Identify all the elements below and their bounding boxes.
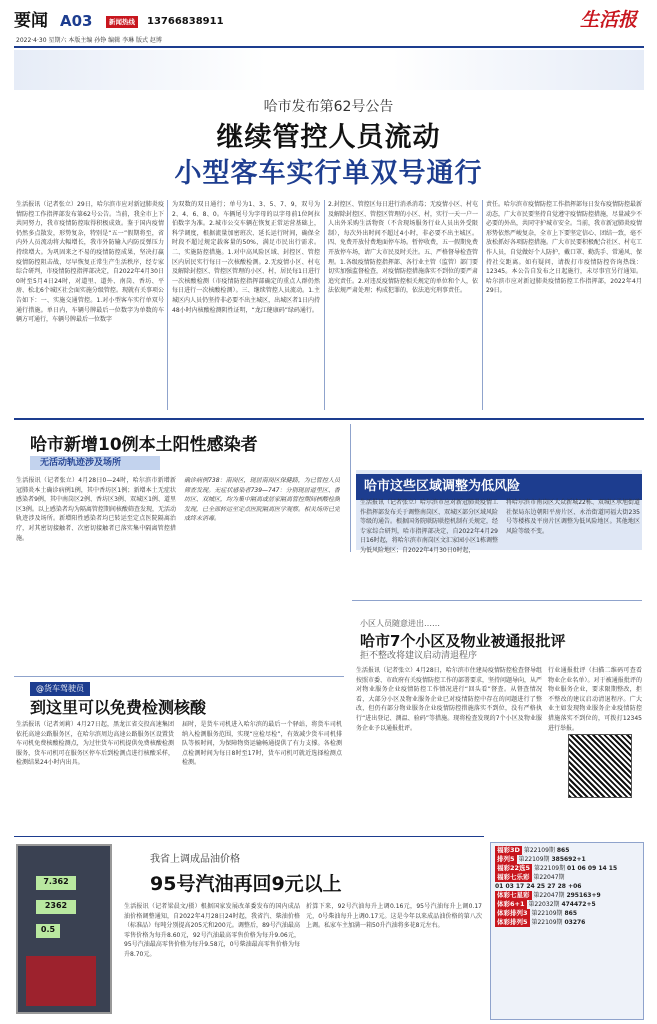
divider bbox=[352, 600, 642, 601]
case-headline: 哈市新增10例本土阳性感染者 bbox=[30, 435, 258, 455]
driver-column-2: 届时，是货车司机进入哈尔滨的最后一个驿站，将货车司机纳入检测服务范围，实现“应检尽检”，有效减少货车司机排队等候时间，为保障物资运输畅通提供了有力支撑。各检测点检测时间为每日8时至17时，货车司机可就近选择检测点检测。 bbox=[182, 721, 342, 767]
hotline-tag: 新闻热线 bbox=[106, 16, 138, 28]
lead-column-4: 责任。哈尔滨市疫情防控工作指挥部每日发布疫情防控最新动态，广大市民要坚持自觉遵守疫情防控措施，尽量减少不必要的外出，共同守护城市安全。当前，我市新冠肺炎疫情形势依然严峻复杂，全市上下要坚定信心、团结一致，毫不放松抓好各项防控措施。广大市民要积极配合社区、村屯工作人员，自觉做好个人防护，戴口罩、勤洗手、常通风、保持社交距离。如有疑问，请拨打市疫情防控咨询热线：12345。本公告自发布之日起施行，未尽事宜另行通知。哈尔滨市应对新冠肺炎疫情防控工作指挥部，2022年4月29日。 bbox=[486, 201, 642, 295]
lead-headline-2: 小型客车实行单双号通行 bbox=[174, 158, 483, 189]
lead-column-2: 为双数的双日通行；单号为1、3、5、7、9，双号为2、4、6、8、0。车辆尾号为字母的以字母前1位阿拉伯数字为准。2.城市公交车辆在恢复正常运营基础上，科学调度，根据流量加密班次、延长运行时间，确保全时段不超过规定载客量的50%，满足市民出行需求。二、实施防控措施。1.对中高风险区域、封控区、管控区内居民实行每日一次核酸检测。2.无疫情小区、村屯及解除封控区、管控区管理的小区、村，居民每1日进行一次核酸检测（市疫情防控指挥部确定的重点人群仍然每日进行一次核酸检测）。三、继续管控人员流动。1.主城区内人员仍坚持非必要不出主城区，出城区者1日内持48小时内核酸检测阴性证明，“龙江健康码”绿码通行。 bbox=[172, 201, 320, 314]
divider bbox=[167, 200, 168, 410]
lottery-row: 体彩排列5 第22109期 03276 bbox=[497, 918, 586, 926]
lead-column-1: 生活报讯（记者张立）29日，哈尔滨市应对新冠肺炎疫情防控工作指挥部发布第62号公告。当前，我全市上下共同努力，我市疫情防控取得积极成效。鉴于国内疫情仍然多点散发，形势复杂，特别是“五一”假期将至，省内外人员流动将大幅增长，我市外防输入内防反弹压力持续增大。为巩固来之不易的疫情防控成果，坚决打赢疫情防控阻击战，尽早恢复正常生产生活秩序，经专家综合研判，市疫情防控指挥部决定，自2022年4月30日0时至5月4日24时，对道里、道外、南岗、香坊、平房、松北6个城区社会面实施分级管控。现就有关事项公告如下：一、实施交通管控。1.对小型客车实行单双号通行措施。单日内，车辆号牌最后一位数字为单数的车辆方可通行，车辆号牌最后一位数字 bbox=[16, 201, 164, 324]
oil-headline: 95号汽油再回9元以上 bbox=[150, 873, 342, 895]
pump-nozzle bbox=[26, 956, 96, 1006]
header-rule bbox=[14, 46, 644, 48]
case-column-1: 生活报讯（记者张立）4月28日0—24时，哈尔滨市新增新冠肺炎本土确诊病例1例，其中香坊区1例；新增本土无症状感染者9例，其中南岗区2例、香坊区3例、双城区1例、道里区3例。以上感染者均为隔离管控期间核酸筛查发现，无活动轨迹涉及场所。新增阳性感染者均已转运至定点医院隔离治疗，对其密切接触者、次密切接触者已落实集中隔离管控措施。 bbox=[16, 477, 176, 542]
lottery-row: 体彩七星彩 第22047期 295163+9 bbox=[497, 891, 601, 899]
issue-meta: 2022·4·30 星期六 本版主编 孙铮 编辑 李琳 版式 赵博 bbox=[16, 37, 162, 44]
qr-code[interactable] bbox=[568, 734, 632, 798]
case-column-2: 确诊病例738：南岗区，现居南岗区保健路，为已管控人员筛查发现。无症状感染者739—747：分别现居道里区、香坊区、双城区，均为集中隔离或居家隔离管控期间核酸检测发现，已全部转运至定点医院隔离医学观察。相关场所已完成终末消毒。 bbox=[184, 477, 340, 523]
pump-display-1: 7.362 bbox=[36, 876, 76, 890]
divider bbox=[14, 676, 344, 677]
lottery-box bbox=[490, 842, 644, 1020]
lottery-row: 福彩七乐彩 第22047期 01 03 17 24 25 27 28 +06 bbox=[495, 873, 582, 890]
driver-kicker: @货车驾驶员 bbox=[30, 682, 90, 696]
gas-pump-photo bbox=[16, 844, 112, 1014]
lottery-row: 体彩6+1 第22032期 474472+5 bbox=[497, 900, 596, 908]
lowrisk-headline: 哈市这些区域调整为低风险 bbox=[356, 474, 642, 500]
property-subtitle: 拒不整改将建议启动清退程序 bbox=[360, 651, 478, 661]
pump-display-3: 0.5 bbox=[36, 924, 60, 938]
divider bbox=[350, 424, 351, 552]
divider bbox=[324, 200, 325, 410]
lead-banner-bg bbox=[14, 50, 644, 90]
lottery-row: 福彩22选5 第22109期 01 06 09 14 15 bbox=[497, 864, 618, 872]
oil-column-2: 折算下来，92号汽油每升上调0.16元，95号汽油每升上调0.17元，0号柴油每升上调0.17元。这是今年以来成品油价格的第八次上调。私家车主加满一箱50升汽油将多花8元左右。 bbox=[306, 903, 482, 930]
oil-column-1: 生活报讯（记者梁晨文/摄）根据国家发展改革委发布的国内成品油价格调整通知，自2022年4月28日24时起，我省汽、柴油价格（标准品）每吨分别提高205元和200元。调整后，89号汽油最高零售价格为每升8.60元，92号汽油最高零售价格为每升9.06元，95号汽油最高零售价格为每升9.58元，0号柴油最高零售价格为每升8.70元。 bbox=[124, 903, 300, 958]
lead-subtitle: 哈市发布第62号公告 bbox=[263, 99, 394, 115]
lottery-row: 福彩3D 第22109期 865 bbox=[497, 846, 570, 854]
driver-column-1: 生活报讯（记者刘莉）4月27日起，黑龙江省交投高速集团依托高速公路服务区，在哈尔滨周边高速公路服务区设置货车司机免费核酸检测点，为过往货车司机提供免费核酸检测服务，货车司机可在服务区停车后到检测点进行核酸采样，检测结果24小时内出具。 bbox=[16, 721, 174, 767]
newspaper-logo: 生活报 bbox=[579, 9, 637, 31]
section-title: 要闻 bbox=[14, 11, 48, 31]
property-column-2: 行业通报批评（扫描二维码可查看物业企业名单）。对于被通报批评的物业服务企业，要求限期整改，拒不整改的建议启动清退程序。广大业主如发现物业服务企业疫情防控措施落实不到位的，可拨打12345进行举报。 bbox=[548, 667, 642, 732]
lowrisk-column-2: 将哈尔滨市南岗区大众新城22栋、双城区承旭街道社保局东边朝阳平房片区、永治街道同福大街235号等楼栋及平房片区调整为低风险地区。其他地区风险等级不变。 bbox=[506, 499, 640, 535]
lottery-row: 体彩排列3 第22109期 865 bbox=[497, 909, 577, 917]
property-kicker: 小区人员随意进出…… bbox=[360, 619, 440, 628]
page-number: A03 bbox=[60, 12, 93, 30]
oil-kicker: 我省上调成品油价格 bbox=[150, 854, 240, 865]
lowrisk-column-1: 生活报讯（记者张立）哈尔滨市应对新冠肺炎疫情工作指挥部发布关于调整南岗区、双城区部分区域风险等级的通告。根据国务院联防联控机制有关规定，经专家综合研判，哈市指挥部决定，自2022年4月29日16时起，将哈尔滨市南岗区文汇家园小区1栋调整为低风险地区；自2022年4月30日0时起， bbox=[360, 499, 498, 554]
pump-display-2: 2362 bbox=[36, 900, 76, 914]
section-rule bbox=[14, 418, 644, 420]
hotline-phone: 13766838911 bbox=[147, 16, 224, 27]
lead-column-3: 2.封控区、管控区每日进行消杀消毒；无疫情小区、村屯及解除封控区、管控区管理的小区、村，实行一天一户一人出外采购生活物资（不含现场服务行业人员出外受限制），每次外出时间不超过4小时，非必要不出主城区。四、免费开放付费地面停车场。暂停收费，五一假期免费开放停车场，请广大市民及时关注。五、严格督导检查管理。1.各级疫情防控指挥部、各行业主管（监管）部门要切实加强监督检查，对疫情防控措施落实不到位的要严肃追究责任。2.对违反疫情防控相关规定的单位和个人，依法依规严肃处理；构成犯罪的，依法追究刑事责任。 bbox=[328, 201, 478, 295]
driver-headline: 到这里可以免费检测核酸 bbox=[30, 698, 207, 717]
lottery-row: 排列5 第22109期 385692+1 bbox=[497, 855, 586, 863]
property-column-1: 生活报讯（记者张立）4月28日，哈尔滨市住建局疫情防控检查督导组按照市委、市政府有关疫情防控工作的部署要求，坚持问题导向，从严对物业服务企业疫情防控工作情况进行“回头看”督查。从督查情况看，大部分小区及物业服务企业已对疫情防控中存在的问题进行了整改，但仍有部分物业服务企业疫情防控措施落实不到位，没有严格执行“进出登记、测温、验码”等措施。现将检查发现的7个小区及物业服务企业予以通报批评。 bbox=[356, 667, 542, 732]
lead-headline-1: 继续管控人员流动 bbox=[216, 122, 441, 153]
divider bbox=[482, 200, 483, 410]
property-headline: 哈市7个小区及物业被通报批评 bbox=[360, 632, 566, 650]
case-subtitle: 无活动轨迹涉及场所 bbox=[40, 458, 122, 468]
section-rule bbox=[14, 836, 484, 837]
